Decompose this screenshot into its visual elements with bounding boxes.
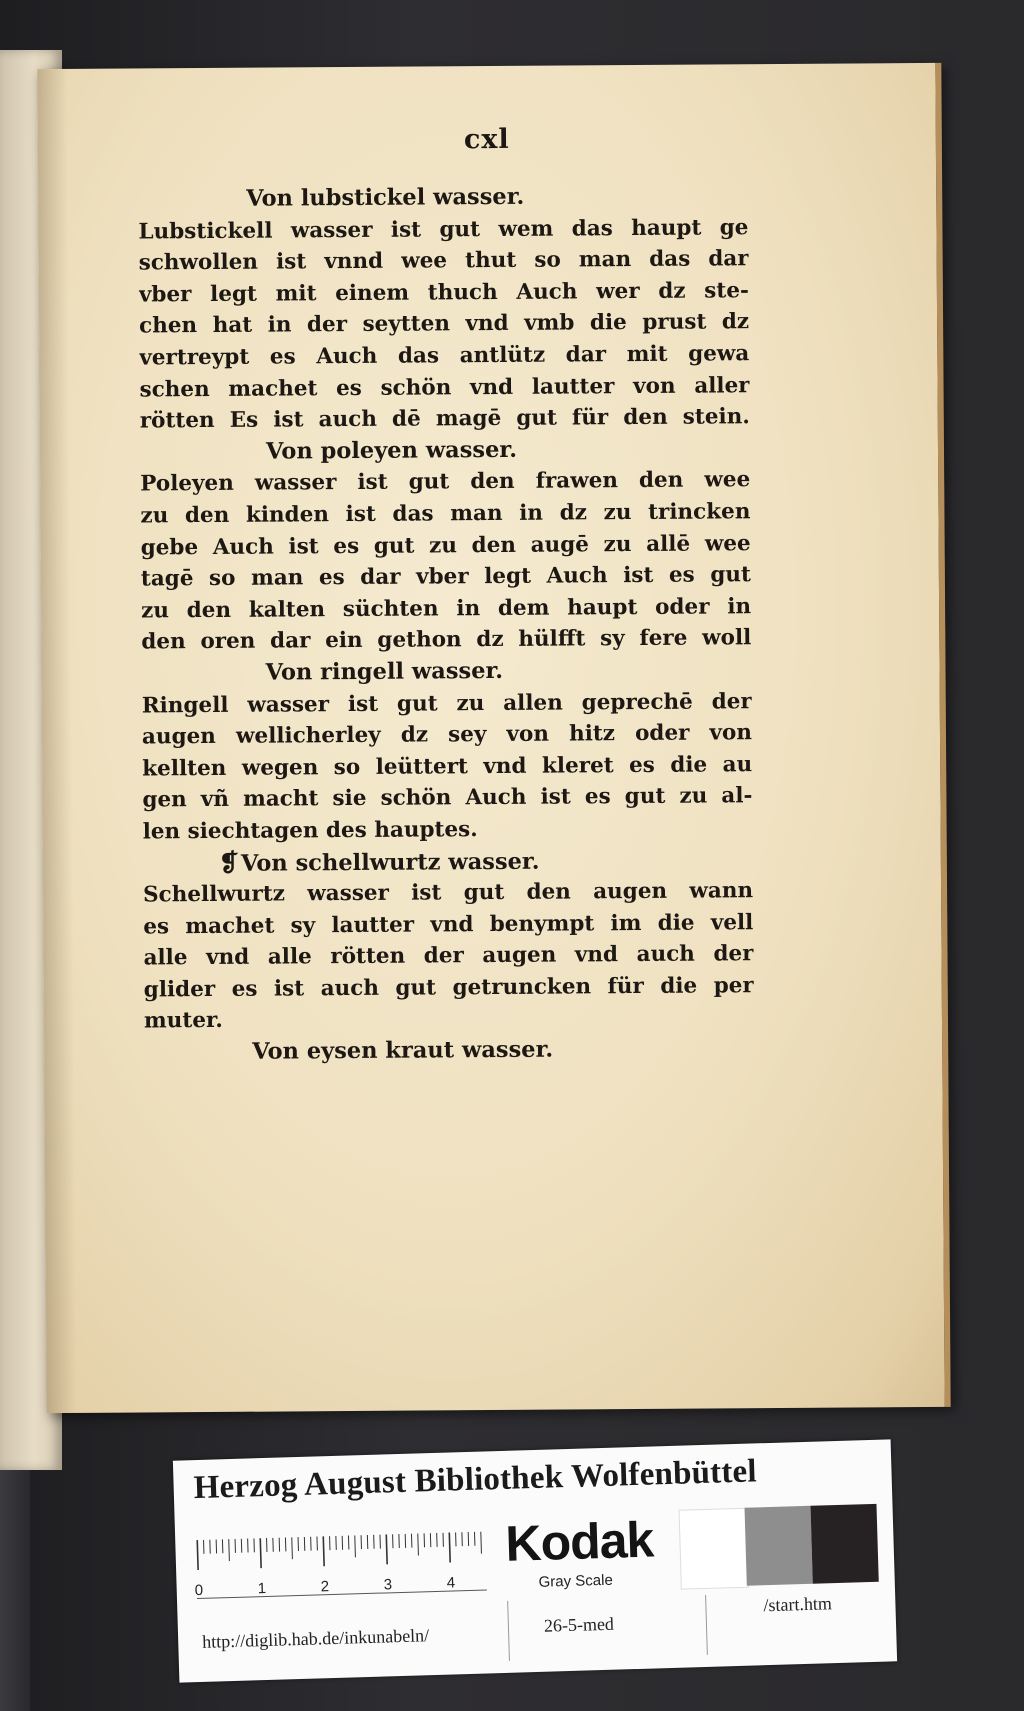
gray-patch-white: [679, 1508, 749, 1590]
ruler-tick: [418, 1533, 419, 1555]
shelf-code: 26-5-med: [543, 1613, 615, 1636]
card-divider: [507, 1601, 510, 1661]
text-line: Lubstickell wasser ist gut wem das haupt ge: [138, 214, 749, 245]
section-heading: [140, 433, 750, 469]
gray-patch-mid: [745, 1506, 813, 1586]
folio-number: cxl: [463, 123, 510, 156]
section-heading-text: Von poleyen wasser.: [265, 436, 518, 465]
text-line: rötten Es ist auch dē magē gut für den stein.: [139, 404, 750, 434]
library-name: Herzog August Bibliothek Wolfenbüttel: [193, 1453, 758, 1507]
text-line: gen vñ macht sie schön Auch ist es gut zu al-: [142, 783, 753, 813]
section-heading: [138, 180, 748, 216]
ruler-tick: [260, 1538, 261, 1568]
library-color-card: [173, 1439, 897, 1682]
gray-patch-dark: [810, 1504, 878, 1584]
card-divider: [705, 1595, 708, 1655]
section-heading-text: Von lubstickel wasser.: [246, 183, 525, 212]
text-line: len siechtagen des hauptes.: [142, 816, 478, 845]
start-page-label: /start.htm: [763, 1593, 833, 1616]
text-line: kellten wegen so leüttert vnd kleret es die au: [142, 751, 753, 782]
text-line: muter.: [143, 1008, 223, 1034]
text-line: vertreypt es Auch das antlütz dar mit gewa: [139, 341, 750, 371]
text-line: zu den kalten süchten in dem haupt oder in: [141, 593, 752, 624]
ruler-number: 1: [257, 1579, 267, 1598]
section-heading: [141, 654, 751, 690]
ruler-ticks: [195, 1531, 486, 1574]
section-heading-text: Von eysen kraut wasser.: [252, 1036, 554, 1065]
book-binding-shadow: [0, 1470, 30, 1711]
ruler-number: 3: [383, 1576, 393, 1594]
book-page: [37, 63, 950, 1413]
text-line: es machet sy lautter vnd benympt im die vell: [143, 909, 754, 940]
text-line: tagē so man es dar vber legt Auch ist es gut: [140, 562, 751, 592]
text-line: augen wellicherley dz sey von hitz oder von: [141, 720, 753, 750]
ruler-tick: [197, 1540, 198, 1570]
ruler-number: 2: [320, 1578, 330, 1596]
kodak-logo: Kodak: [504, 1511, 655, 1572]
ruler-tick: [386, 1534, 387, 1564]
text-line: Schellwurtz wasser ist gut den augen wann: [143, 878, 754, 908]
ruler-number: 4: [446, 1574, 456, 1592]
text-line: zu den kinden ist das man in dz zu trincken: [140, 499, 751, 529]
text-line: gebe Auch ist es gut zu den augē zu allē wee: [140, 530, 751, 560]
ruler-tick: [229, 1539, 230, 1561]
text-line: den oren dar ein gethon dz hülfft sy fere woll: [141, 625, 752, 655]
section-heading-text: Von schellwurtz wasser.: [240, 849, 540, 878]
pilcrow-icon: ❡: [218, 848, 240, 878]
measurement-ruler: [195, 1531, 487, 1599]
section-heading-text: Von ringell wasser.: [265, 657, 504, 686]
ruler-tick: [355, 1535, 356, 1557]
library-url: http://diglib.hab.de/inkunabeln/: [201, 1625, 430, 1652]
text-line: schwollen ist vnnd wee thut so man das dar: [138, 246, 749, 276]
section-heading: [144, 1033, 754, 1069]
text-line: chen hat in der seytten vnd vmb die prust dz: [139, 309, 750, 339]
ruler-number: 0: [194, 1581, 204, 1600]
ruler-tick: [481, 1532, 482, 1554]
ruler-tick: [292, 1537, 293, 1559]
text-line: vber legt mit einem thuch Auch wer dz ste-: [138, 277, 749, 308]
text-line: alle vnd alle rötten der augen vnd auch der: [143, 941, 754, 971]
text-line: Poleyen wasser ist gut den frawen den wee: [140, 467, 751, 497]
ruler-tick: [449, 1533, 450, 1563]
text-line: schen machet es schön vnd lautter von aller: [139, 372, 750, 403]
text-line: Ringell wasser ist gut zu allen geprechē der: [141, 688, 752, 718]
text-line: glider es ist auch gut getruncken für die per: [143, 973, 754, 1003]
text-block: [138, 180, 754, 1069]
gray-scale-label: Gray Scale: [538, 1571, 614, 1591]
ruler-tick: [323, 1536, 324, 1566]
section-heading: [143, 844, 753, 880]
